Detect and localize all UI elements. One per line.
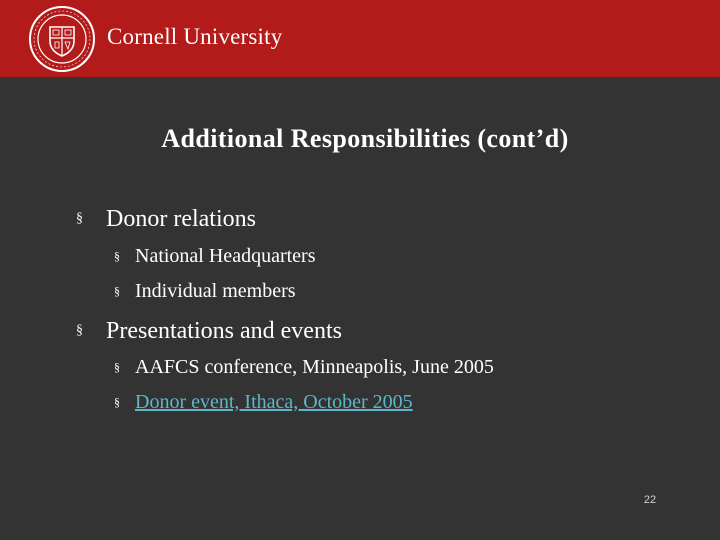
bullet-text: Individual members [135,280,296,302]
bullet-marker: § [114,360,120,374]
cornell-seal-icon [28,5,96,73]
bullet-list [76,203,696,420]
university-wordmark: Cornell University [107,24,283,49]
bullet-marker: § [114,284,120,298]
bullet-text: Presentations and events [106,318,342,344]
slide-title: Additional Responsibilities (cont’d) [161,124,569,153]
page-number: 22 [643,494,657,506]
sub-bullet-aafcs-conference [114,350,696,385]
bullet-marker: § [114,249,120,263]
sub-bullet-national-headquarters [114,239,696,274]
sub-bullet-donor-event [114,385,696,420]
sub-bullet-individual-members [114,274,696,309]
bullet-text: Donor relations [106,206,256,232]
bullet-presentations-and-events [76,315,696,347]
bullet-marker: § [114,395,120,409]
donor-event-link[interactable]: Donor event, Ithaca, October 2005 [135,391,413,413]
bullet-text: National Headquarters [135,245,316,267]
bullet-marker: § [76,211,83,226]
bullet-text: AAFCS conference, Minneapolis, June 2005 [135,356,494,378]
bullet-donor-relations [76,203,696,235]
header-bar [0,0,720,77]
bullet-marker: § [76,323,83,338]
